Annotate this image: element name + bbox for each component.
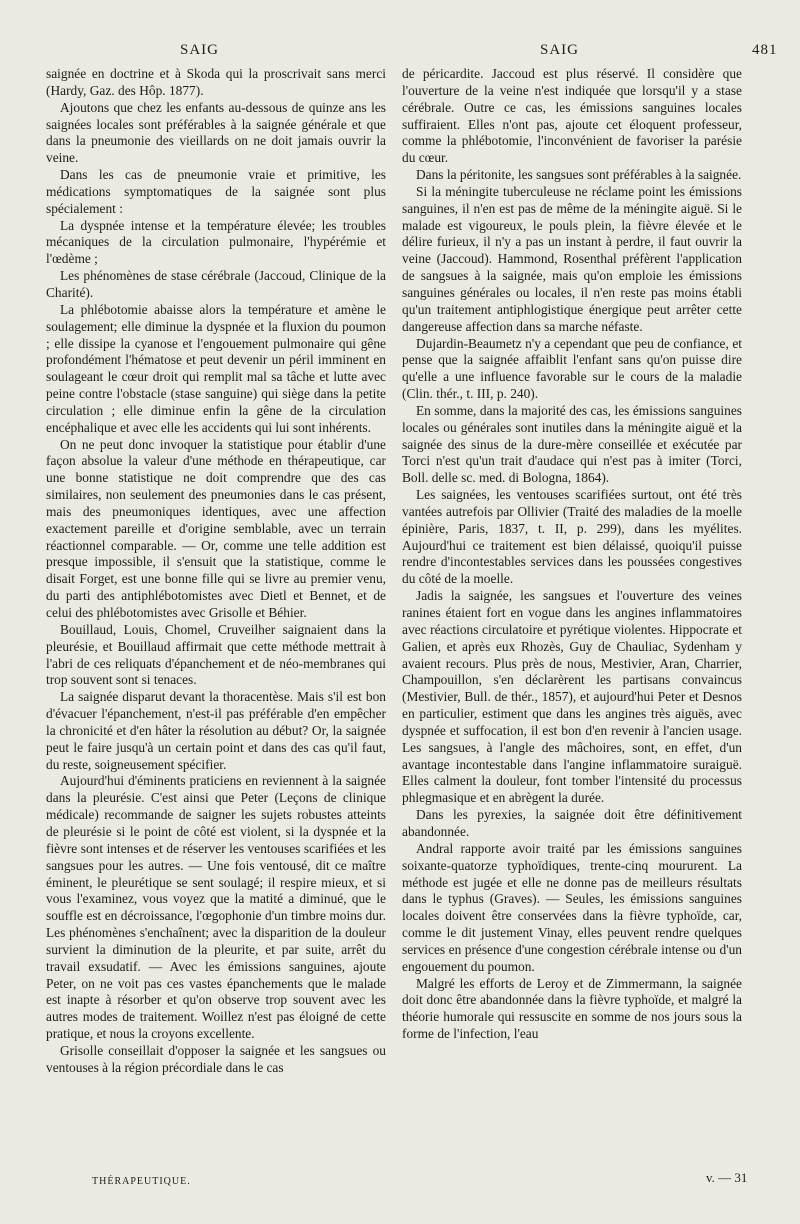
paragraph: Si la méningite tuberculeuse ne réclame point les émissions sanguines, il n'en est pas de même de la méningite aiguë. Si le malade est vigoureux, le pouls plein, la fièvre élevée et le délire furieux, il n'y a pas un instant à perdre, il faut ouvrir la veine (Jaccoud). Hammond, Rosenthal préfèrent l'application de sangsues à la saignée, mais qu'on emploie les émissions sanguines générales ou locales, il n'en reste pas moins établi qu'un traitement antiphlogistique énergique peut arrêter cette dangereuse affection dans sa marche néfaste. [402, 183, 742, 334]
paragraph: Les saignées, les ventouses scarifiées surtout, ont été très vantées autrefois par Ollivier (Traité des maladies de la moelle épinière, Paris, 1837, t. II, p. 299), dans les myélites. Aujourd'hui ce traitement est bien délaissé, quoiqu'il puisse rendre d'incontestables services dans les poussées congestives du côté de la moelle. [402, 487, 742, 587]
paragraph: Jadis la saignée, les sangsues et l'ouverture des veines ranines étaient fort en vogue dans les angines inflammatoires avec réactions circulatoire et pyrétique violentes. Hippocrate et Galien, et après eux Rhozès, Guy de Chauliac, Sydenham y avaient recours. Plus près de nous, Mestivier, Aran, Charrier, Champouillon, s'en déclarèrent les partisans convaincus (Mestivier, Bull. de thér., 1857), et aujourd'hui Peter et Desnos en particulier, estiment que dans les angines très aiguës, avec dyspnée et suffocation, il est bon d'en revenir à l'ancien usage. Les sangsues, à l'angle des mâchoires, sont, en effet, d'un avantage incontestable dans l'angine inflammatoire suraiguë. Elles calment la douleur, font tomber l'intensité du processus phlegmasique et en abrègent la durée. [402, 588, 742, 806]
left-column [46, 66, 386, 1077]
footer-signature: THÉRAPEUTIQUE. [92, 1176, 191, 1187]
paragraph: En somme, dans la majorité des cas, les émissions sanguines locales ou générales sont inutiles dans la méningite aiguë et la saignée des sinus de la dure-mère conseillée et exécutée par Torci n'est qu'un trait d'audace qui n'est pas à imiter (Torci, Boll. delle sc. med. di Bologna, 1864). [402, 402, 742, 486]
running-head-right: SAIG [540, 42, 580, 58]
right-column [402, 66, 742, 1043]
paragraph: Dans les cas de pneumonie vraie et primitive, les médications symptomatiques de la saignée sont plus spécialement : [46, 167, 386, 216]
footer-volume: v. — 31 [706, 1170, 748, 1185]
paragraph: de péricardite. Jaccoud est plus réservé. Il considère que l'ouverture de la veine n'est indiquée que lorsqu'il y a stase cérébrale. Outre ce cas, les émissions sanguines locales suffiraient. Elles n'ont pas, ajoute cet éloquent professeur, comme la phlébotomie, l'inconvénient de favoriser la parésie du cœur. [402, 66, 742, 166]
paragraph: Les phénomènes de stase cérébrale (Jaccoud, Clinique de la Charité). [46, 268, 386, 300]
paragraph: Dans les pyrexies, la saignée doit être définitivement abandonnée. [402, 807, 742, 839]
paragraph: La phlébotomie abaisse alors la température et amène le soulagement; elle diminue la dyspnée et la fluxion du poumon ; elle dissipe la cyanose et l'engouement pulmonaire qui gêne profondément l'hématose et peut devenir un péril imminent en soulageant le cœur droit qui remplit mal sa tâche et lutte avec peine contre l'obstacle (stase sanguine) qui siège dans la petite circulation ; elle diminue enfin la gêne de la circulation encéphalique et avec elle les accidents qui lui sont inhérents. [46, 301, 386, 435]
page-number: 481 [752, 42, 778, 58]
running-head-left: SAIG [180, 42, 220, 58]
paragraph: Ajoutons que chez les enfants au-dessous de quinze ans les saignées locales sont préférables à la saignée générale et que dans la pneumonie des vieillards on ne doit jamais ouvrir la veine. [46, 99, 386, 166]
paragraph: Bouillaud, Louis, Chomel, Cruveilher saignaient dans la pleurésie, et Bouillaud affirmait que cette méthode mettrait à l'abri de ces reliquats d'épanchement et de néo-membranes qui trop souvent sont si tenaces. [46, 621, 386, 688]
paragraph: saignée en doctrine et à Skoda qui la proscrivait sans merci (Hardy, Gaz. des Hôp. 1877). [46, 66, 386, 98]
paragraph: Malgré les efforts de Leroy et de Zimmermann, la saignée doit donc être abandonnée dans la fièvre typhoïde, et malgré la théorie humorale qui ressuscite en somme de nos jours sous la forme de l'infection, l'eau [402, 975, 742, 1042]
paragraph: Dujardin-Beaumetz n'y a cependant que peu de confiance, et pense que la saignée affaiblit l'enfant sans qu'on puisse dire qu'elle a une influence favorable sur le cours de la maladie (Clin. thér., t. III, p. 240). [402, 335, 742, 402]
paragraph: Dans la péritonite, les sangsues sont préférables à la saignée. [416, 167, 742, 183]
paragraph: On ne peut donc invoquer la statistique pour établir d'une façon absolue la valeur d'une méthode en thérapeutique, car une bonne statistique ne doit comprendre que des cas similaires, non seulement des pneumonies dans le cas présent, mais des pneumoniques identiques, avec une affection exactement pareille et d'origine semblable, avec un terrain réactionnel comparable. — Or, comme une telle addition est presque impossible, il s'ensuit que la statistique, comme le disait Forget, est une bonne fille qui se livre au premier venu, du parti des antiphlébotomistes avec Dietl et Bennet, et de celui des phlébotomistes avec Grisolle et Béhier. [46, 436, 386, 620]
paragraph: Grisolle conseillait d'opposer la saignée et les sangsues ou ventouses à la région précordiale dans le cas [46, 1042, 386, 1075]
paragraph: Andral rapporte avoir traité par les émissions sanguines soixante-quatorze typhoïdiques, trente-cinq moururent. La méthode est jugée et elle ne donne pas de meilleurs résultats dans le typhus (Graves). — Seules, les émissions sanguines locales doivent être conservées dans la fièvre typhoïde, car, comme le dit justement Vinay, elles peuvent rendre quelques services en présence d'une congestion cérébrale intense ou d'un engouement du poumon. [402, 840, 742, 974]
paragraph: Aujourd'hui d'éminents praticiens en reviennent à la saignée dans la pleurésie. C'est ainsi que Peter (Leçons de clinique médicale) recommande de saigner les sujets robustes atteints de pleurésie si le point de côté est violent, si la dyspnée et la fièvre sont intenses et de réserver les ventouses scarifiées et les sangsues pour les autres. — Une fois ventousé, dit ce maître éminent, le pleurétique se sent soulagé; il respire mieux, et si vous l'examinez, vous voyez que la matité a diminué, que le souffle est en décroissance, l'œgophonie d'un timbre moins dur. Les phénomènes s'enchaînent; avec la disparition de la douleur survient la diminution de la pleurite, et par suite, arrêt du travail exsudatif. — Avec les émissions sanguines, ajoute Peter, on ne voit pas ces vastes épanchements que le malade est inapte à résorber et qu'on observe trop souvent avec les autres modes de traitement. Woillez n'est pas éloigné de cette pratique, et nous la croyons excellente. [46, 773, 386, 1042]
paragraph: La dyspnée intense et la température élevée; les troubles mécaniques de la circulation pulmonaire, l'hypérémie et l'œdème ; [46, 217, 386, 267]
paragraph: La saignée disparut devant la thoracentèse. Mais s'il est bon d'évacuer l'épanchement, n'est-il pas préférable d'en empêcher la chronicité et d'en hâter la résolution au début? Or, la saignée peut le faire jusqu'à un certain point et dans des cas qu'il faut, du reste, soigneusement spécifier. [46, 689, 386, 772]
